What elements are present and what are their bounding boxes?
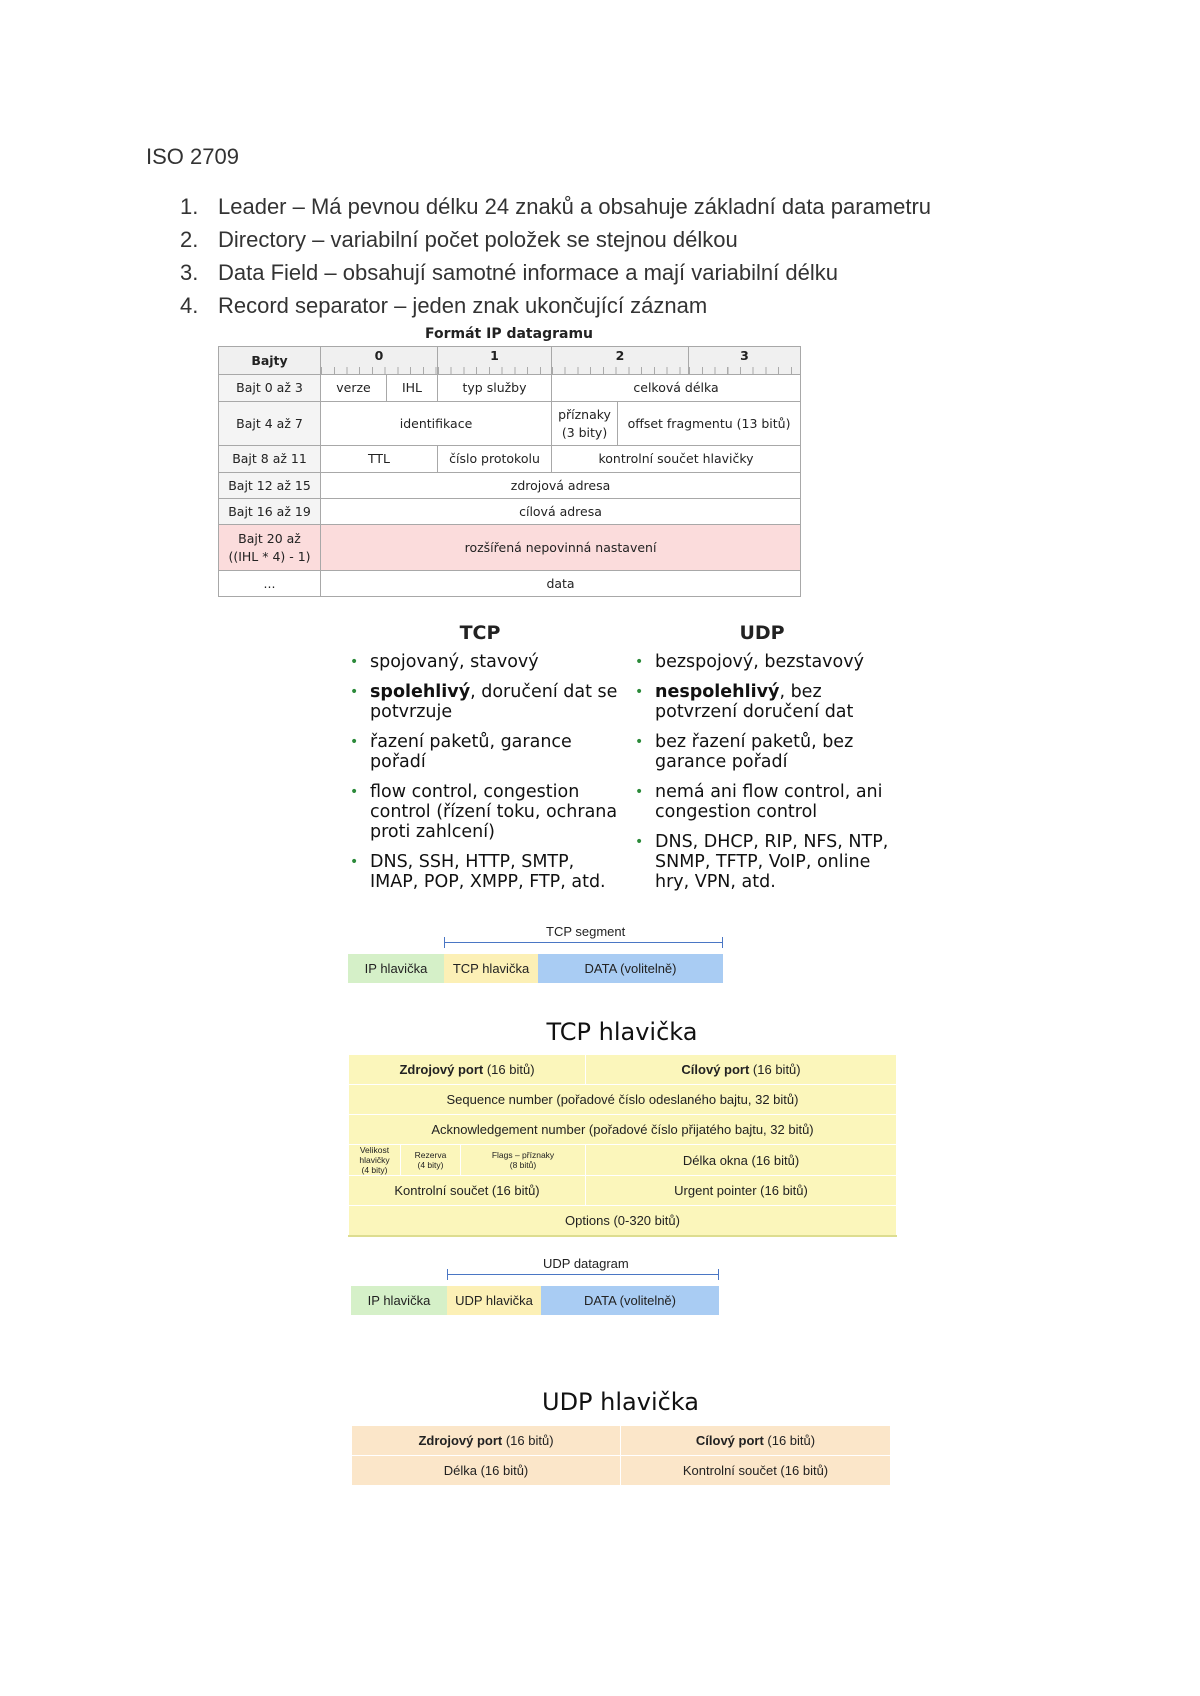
table-cell: kontrolní součet hlavičky [552,446,801,473]
table-cell: 2 3 [552,347,801,375]
list-item: • DNS, SSH, HTTP, SMTP, IMAP, POP, XMPP, FTP, atd. [350,852,606,892]
list-item: 2. Directory – variabilní počet položek se stejnou délkou [180,227,738,252]
table-cell: 0 [321,347,438,375]
list-item: • nemá ani flow control, ani congestion control [635,782,883,822]
table-cell: rozšířená nepovinná nastavení [321,525,801,571]
table-cell: data [321,571,801,597]
table-row [349,1115,897,1145]
bullet-icon: • [350,654,359,670]
list-item-text: Record separator – jeden znak ukončující záznam [218,293,708,318]
data-block: DATA (volitelně) [541,1286,719,1315]
table-cell: Options (0-320 bitů) [349,1206,897,1237]
ip-datagram-table [218,346,801,597]
list-item: • bez řazení paketů, bez garance pořadí [635,732,854,772]
udp-header-table [351,1425,891,1486]
span-arrow-end [722,937,723,948]
udp-datagram-label: UDP datagram [543,1256,629,1271]
bullet-icon: • [635,784,644,800]
udp-properties-list [635,652,905,902]
table-cell: Délka okna (16 bitů) [586,1145,897,1176]
table-cell: typ služby [438,375,552,402]
table-cell: Urgent pointer (16 bitů) [586,1176,897,1206]
table-cell: Cílový port (16 bitů) [621,1426,891,1456]
iso-structure-list [180,190,931,322]
table-row [219,347,801,375]
table-row [349,1176,897,1206]
table-cell: Acknowledgement number (pořadové číslo přijatého bajtu, 32 bitů) [349,1115,897,1145]
bullet-icon: • [635,734,644,750]
table-cell: Bajt 12 až 15 [219,473,321,499]
table-cell: celková délka [552,375,801,402]
table-cell: ... [219,571,321,597]
ip-datagram-title: Formát IP datagramu [425,326,593,342]
tcp-segment-diagram [348,924,723,984]
table-cell: Bajt 20 až ((IHL * 4) - 1) [219,525,321,571]
table-cell: verze [321,375,387,402]
table-row [352,1426,891,1456]
bullet-icon: • [350,854,359,870]
bullet-icon: • [350,734,359,750]
table-cell: Kontrolní součet (16 bitů) [621,1456,891,1486]
ip-header-block: IP hlavička [351,1286,447,1315]
bullet-icon: • [635,684,644,700]
table-row [219,446,801,473]
udp-datagram-diagram [351,1256,719,1316]
data-block: DATA (volitelně) [538,954,723,983]
bullet-icon: • [635,834,644,850]
span-arrow-line [447,1274,718,1275]
table-cell: zdrojová adresa [321,473,801,499]
table-cell: Bajty [219,347,321,375]
list-item: 1. Leader – Má pevnou délku 24 znaků a obsahuje základní data parametru [180,194,932,219]
table-cell: IHL [387,375,438,402]
table-cell: číslo protokolu [438,446,552,473]
tcp-header-table [348,1054,897,1237]
list-item: • DNS, DHCP, RIP, NFS, NTP, SNMP, TFTP, VoIP, online hry, VPN, atd. [635,832,889,892]
table-row [219,473,801,499]
document-heading: ISO 2709 [146,144,239,169]
table-cell: Velikost hlavičky (4 bity) [349,1145,401,1176]
table-cell: Flags – příznaky (8 bitů) [461,1145,586,1176]
span-arrow-line [444,942,723,943]
table-cell: cílová adresa [321,499,801,525]
list-item: • bezspojový, bezstavový [635,652,864,672]
span-arrow-end [718,1269,719,1280]
tcp-header-block: TCP hlavička [444,954,538,983]
table-cell: Sequence number (pořadové číslo odeslaného bajtu, 32 bitů) [349,1085,897,1115]
table-cell: offset fragmentu (13 bitů) [618,402,801,446]
table-cell: Rezerva (4 bity) [401,1145,461,1176]
list-item: • spolehlivý, doručení dat se potvrzuje [350,682,618,722]
table-row [219,525,801,571]
table-cell: Bajt 0 až 3 [219,375,321,402]
list-item-text: Directory – variabilní počet položek se stejnou délkou [218,227,738,252]
list-item: 4. Record separator – jeden znak ukončující záznam [180,293,708,318]
table-cell: TTL [321,446,438,473]
udp-column-title: UDP [739,622,785,644]
table-cell: 1 [438,347,552,375]
table-row [349,1085,897,1115]
tcp-column-title: TCP [459,622,501,644]
list-item: • flow control, congestion control (řízení toku, ochrana proti zahlcení) [350,782,618,842]
table-cell: Kontrolní součet (16 bitů) [349,1176,586,1206]
table-row [219,375,801,402]
bullet-icon: • [635,654,644,670]
bullet-icon: • [350,684,359,700]
tcp-segment-bar [348,954,723,983]
table-cell: Zdrojový port (16 bitů) [349,1055,586,1085]
list-item: • nespolehlivý, bez potvrzení doručení dat [635,682,854,722]
table-row [352,1456,891,1486]
table-row [349,1206,897,1237]
list-item: • spojovaný, stavový [350,652,539,672]
list-item: • řazení paketů, garance pořadí [350,732,572,772]
table-cell: Zdrojový port (16 bitů) [352,1426,621,1456]
table-row [349,1145,897,1176]
list-item-text: Leader – Má pevnou délku 24 znaků a obsahuje základní data parametru [218,194,932,219]
udp-datagram-bar [351,1286,719,1315]
table-row [219,402,801,446]
tcp-segment-label: TCP segment [546,924,626,939]
list-item: 3. Data Field – obsahují samotné informace a mají variabilní délku [180,260,838,285]
table-row [219,571,801,597]
table-row [349,1055,897,1085]
table-cell: Délka (16 bitů) [352,1456,621,1486]
ip-header-block: IP hlavička [348,954,444,983]
udp-header-block: UDP hlavička [447,1286,541,1315]
udp-header-title: UDP hlavička [542,1388,699,1416]
table-cell: Cílový port (16 bitů) [586,1055,897,1085]
table-cell: příznaky (3 bity) [552,402,618,446]
tcp-header-title: TCP hlavička [546,1018,698,1046]
table-row [219,499,801,525]
bullet-icon: • [350,784,359,800]
table-cell: Bajt 8 až 11 [219,446,321,473]
table-cell: identifikace [321,402,552,446]
tcp-properties-list [350,652,620,902]
list-item-text: Data Field – obsahují samotné informace a mají variabilní délku [218,260,838,285]
table-cell: Bajt 16 až 19 [219,499,321,525]
table-cell: Bajt 4 až 7 [219,402,321,446]
